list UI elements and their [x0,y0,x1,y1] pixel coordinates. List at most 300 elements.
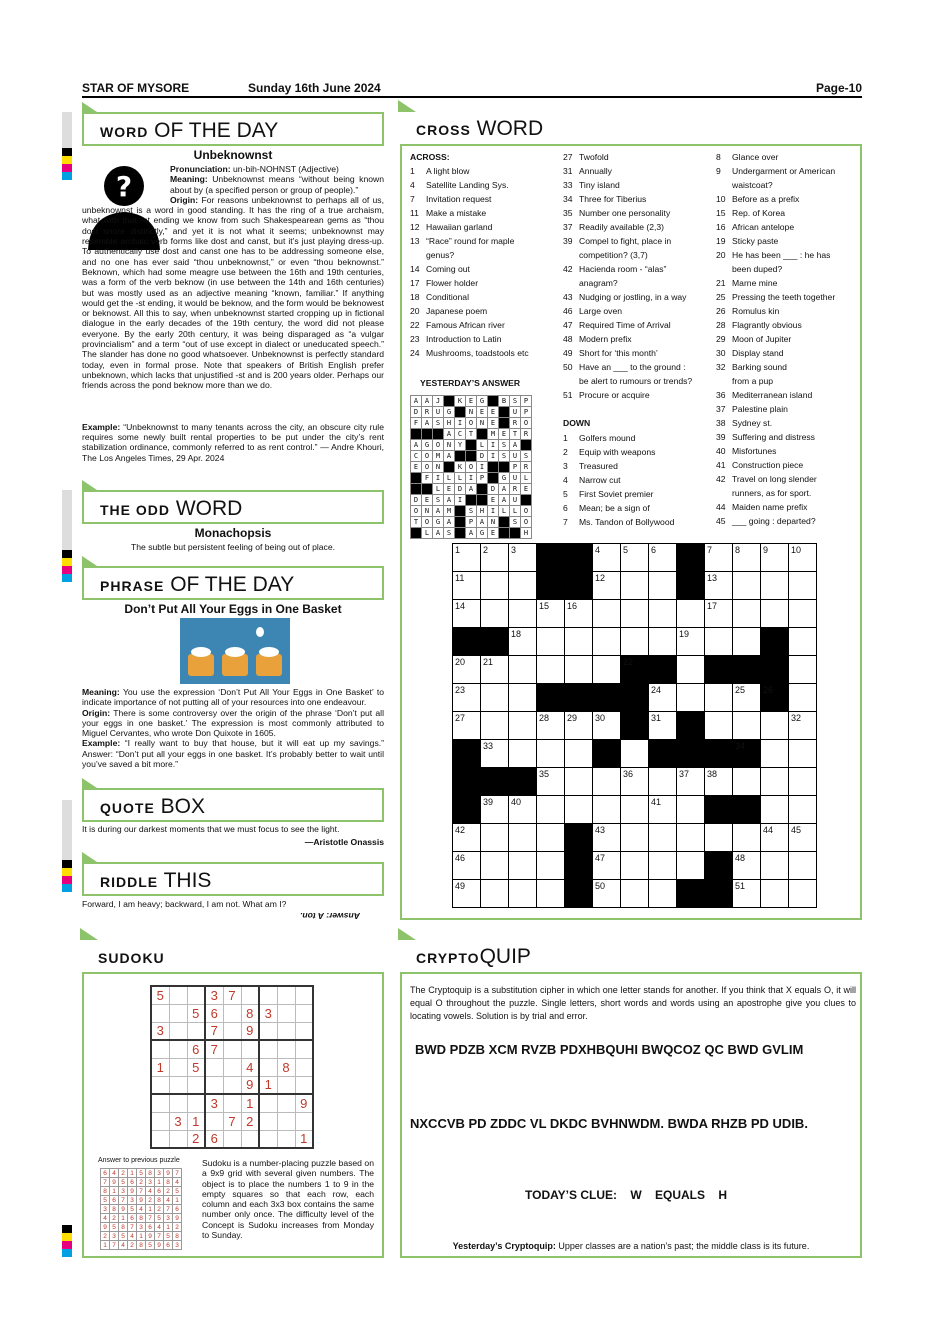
crossword-cell[interactable]: 35 [537,768,565,796]
crossword-cell[interactable] [733,572,761,600]
crossword-cell[interactable] [621,796,649,824]
answer-cell: T [466,429,477,440]
crossword-cell[interactable]: 38 [705,768,733,796]
sudoku-cell[interactable] [295,1004,313,1022]
sudoku-cell[interactable]: 6 [205,1130,223,1148]
crossword-cell[interactable] [509,684,537,712]
crossword-cell[interactable]: 45 [789,824,817,852]
answer-cell: S [510,517,521,528]
crossword-cell[interactable] [621,824,649,852]
crossword-cell[interactable]: 42 [453,824,481,852]
answer-cell: 6 [110,1196,119,1205]
crossword-cell[interactable] [789,880,817,908]
answer-cell: U [433,407,444,418]
crossword-cell[interactable] [565,684,593,712]
sudoku-cell[interactable]: 3 [151,1022,169,1040]
sudoku-cell[interactable] [169,1040,187,1058]
crossword-cell[interactable]: 43 [593,824,621,852]
issue-date: Sunday 16th June 2024 [248,81,381,95]
crossword-cell[interactable] [705,740,733,768]
sudoku-cell[interactable]: 1 [241,1094,259,1112]
crossword-cell[interactable] [593,628,621,656]
sudoku-cell[interactable]: 3 [205,986,223,1004]
crossword-cell[interactable]: 12 [593,572,621,600]
crossword-cell[interactable]: 5 [621,544,649,572]
crossword-cell[interactable] [481,824,509,852]
sudoku-cell[interactable]: 6 [187,1040,205,1058]
crossword-cell[interactable] [453,796,481,824]
sudoku-cell[interactable] [241,1040,259,1058]
answer-cell: 1 [164,1223,173,1232]
answer-cell: I [488,451,499,462]
crossword-cell[interactable]: 48 [733,852,761,880]
crossword-cell[interactable] [789,852,817,880]
sudoku-cell[interactable]: 7 [223,986,241,1004]
sudoku-cell[interactable] [277,1040,295,1058]
crossword-cell[interactable]: 6 [649,544,677,572]
crossword-cell[interactable] [649,572,677,600]
crossword-cell[interactable]: 31 [649,712,677,740]
crossword-cell[interactable]: 1 [453,544,481,572]
crossword-cell[interactable] [677,796,705,824]
crossword-cell[interactable]: 47 [593,852,621,880]
crossword-cell[interactable] [453,628,481,656]
crossword-cell[interactable]: 36 [621,768,649,796]
crossword-cell[interactable]: 16 [565,600,593,628]
crossword-cell[interactable] [761,656,789,684]
crossword-cell[interactable] [649,600,677,628]
crossword-cell[interactable] [733,768,761,796]
crossword-cell[interactable] [537,880,565,908]
clue: 13 “Race” round for maple [410,236,515,246]
answer-cell: 6 [101,1169,110,1178]
crossword-cell[interactable] [537,796,565,824]
sudoku-cell[interactable]: 5 [187,1004,205,1022]
sudoku-cell[interactable] [277,986,295,1004]
sudoku-cell[interactable] [169,1058,187,1076]
crossword-cell[interactable] [509,656,537,684]
sudoku-cell[interactable] [223,1076,241,1094]
crossword-cell[interactable] [705,712,733,740]
sudoku-cell[interactable] [295,1022,313,1040]
answer-cell [455,506,466,517]
crossword-cell[interactable] [509,768,537,796]
crossword-cell[interactable]: 24 [649,684,677,712]
crossword-cell[interactable]: 39 [481,796,509,824]
sudoku-cell[interactable] [277,1004,295,1022]
clue: 37 Palestine plain [716,404,788,414]
crossword-cell[interactable] [565,740,593,768]
sudoku-cell[interactable] [259,1130,277,1148]
crossword-cell[interactable] [733,712,761,740]
crossword-cell[interactable] [565,796,593,824]
crossword-cell[interactable] [565,880,593,908]
crossword-cell[interactable] [565,656,593,684]
sudoku-cell[interactable] [169,1076,187,1094]
sudoku-cell[interactable] [151,1112,169,1130]
answer-cell: S [521,451,532,462]
crossword-cell[interactable] [565,768,593,796]
crossword-cell[interactable] [621,628,649,656]
crossword-cell[interactable]: 51 [733,880,761,908]
sudoku-cell[interactable] [277,1094,295,1112]
answer-cell: S [433,418,444,429]
clue: 20 He has been ___ : he has [716,250,831,260]
sudoku-cell[interactable] [259,1022,277,1040]
sudoku-cell[interactable]: 1 [295,1130,313,1148]
crossword-cell[interactable]: 9 [761,544,789,572]
answer-cell: J [433,396,444,407]
crossword-cell[interactable] [509,600,537,628]
crossword-cell[interactable] [705,796,733,824]
crossword-cell[interactable] [537,544,565,572]
sudoku-cell[interactable]: 1 [151,1058,169,1076]
answer-cell: 1 [119,1214,128,1223]
crossword-cell[interactable]: 19 [677,628,705,656]
crossword-cell[interactable] [621,712,649,740]
sudoku-cell[interactable]: 1 [187,1112,205,1130]
crossword-cell[interactable]: 14 [453,600,481,628]
crossword-cell[interactable]: 50 [593,880,621,908]
answer-cell: S [510,396,521,407]
crossword-cell[interactable]: 46 [453,852,481,880]
clue: 28 Flagrantly obvious [716,320,802,330]
crossword-cell[interactable]: 2 [481,544,509,572]
crossword-cell[interactable] [733,628,761,656]
sudoku-cell[interactable]: 3 [205,1094,223,1112]
answer-cell: 6 [155,1187,164,1196]
sudoku-cell[interactable]: 3 [259,1004,277,1022]
crossword-cell[interactable] [649,656,677,684]
clues-col1 [410,164,529,360]
crossword-cell[interactable] [761,712,789,740]
clue: competition? (3,7) [579,250,648,260]
crossword-cell[interactable] [761,740,789,768]
clue: 32 Barking sound [716,362,787,372]
crossword-cell[interactable] [677,880,705,908]
crossword-cell[interactable]: 40 [509,796,537,824]
answer-cell: K [455,396,466,407]
sudoku-cell[interactable] [169,1094,187,1112]
sudoku-cell[interactable] [241,986,259,1004]
sudoku-cell[interactable] [277,1130,295,1148]
color-bar [62,490,72,582]
sudoku-cell[interactable] [295,1112,313,1130]
crossword-cell[interactable] [761,572,789,600]
crossword-cell[interactable] [565,544,593,572]
crossword-cell[interactable] [705,684,733,712]
crossword-cell[interactable]: 26 [761,684,789,712]
crossword-cell[interactable] [481,684,509,712]
sudoku-cell[interactable]: 7 [205,1022,223,1040]
sudoku-cell[interactable] [187,986,205,1004]
crossword-cell[interactable] [649,768,677,796]
answer-cell: 2 [155,1205,164,1214]
crossword-cell[interactable] [509,740,537,768]
word-title: Unbeknownst [193,148,273,162]
sudoku-cell[interactable]: 2 [241,1112,259,1130]
crossword-cell[interactable] [537,628,565,656]
crossword-cell[interactable]: 44 [761,824,789,852]
sudoku-cell[interactable] [205,1058,223,1076]
clue: 3 Treasured [563,461,618,471]
crossword-cell[interactable]: 30 [593,712,621,740]
sudoku-cell[interactable] [295,1076,313,1094]
crossword-cell[interactable] [509,572,537,600]
crossword-cell[interactable]: 37 [677,768,705,796]
crossword-cell[interactable] [733,600,761,628]
sudoku-cell[interactable]: 6 [205,1004,223,1022]
sudoku-cell[interactable]: 5 [187,1058,205,1076]
sudoku-cell[interactable] [259,1094,277,1112]
sudoku-cell[interactable]: 9 [241,1022,259,1040]
crossword-cell[interactable] [509,712,537,740]
clue: 1 Golfers mound [563,433,636,443]
sudoku-cell[interactable]: 7 [205,1040,223,1058]
crossword-cell[interactable]: 18 [509,628,537,656]
answer-cell [455,451,466,462]
crossword-cell[interactable] [481,628,509,656]
cryptoquip-yesterday: Yesterday’s Cryptoquip: Upper classes are a nation’s past; the middle class is its future. [452,1241,810,1251]
cryptoquip-intro: The Cryptoquip is a substitution cipher in which one letter stands for another. If you think that X equals O, it will equal O throughout the puzzle. Single letters, short words and words using an apostrophe give you clues to locating vowels. Solution is by trial and error. [410,985,856,1021]
crossword-cell[interactable] [621,684,649,712]
crossword-cell[interactable] [705,656,733,684]
crossword-cell[interactable] [565,824,593,852]
crossword-cell[interactable]: 11 [453,572,481,600]
crossword-cell[interactable] [537,572,565,600]
crossword-cell[interactable] [509,880,537,908]
crossword-cell[interactable] [453,768,481,796]
sudoku-cell[interactable] [151,1130,169,1148]
crossword-cell[interactable] [481,572,509,600]
crossword-cell[interactable]: 34 [733,740,761,768]
sudoku-cell[interactable] [223,1130,241,1148]
answer-cell: D [411,407,422,418]
crossword-cell[interactable] [537,852,565,880]
crossword-cell[interactable] [761,796,789,824]
clue: 50 Have an ___ to the ground : [563,362,686,372]
crossword-cell[interactable] [677,712,705,740]
crossword-cell[interactable] [733,656,761,684]
sudoku-cell[interactable] [205,1076,223,1094]
crossword-cell[interactable] [649,880,677,908]
answer-cell: 8 [137,1241,146,1250]
sudoku-cell[interactable] [295,1040,313,1058]
answer-cell: L [477,440,488,451]
crossword-cell[interactable] [761,600,789,628]
crossword-cell[interactable] [621,880,649,908]
crossword-cell[interactable] [761,852,789,880]
crossword-cell[interactable]: 33 [481,740,509,768]
crossword-cell[interactable] [761,628,789,656]
odd-word-title: Monachopsis [194,526,272,540]
crossword-cell[interactable] [509,852,537,880]
crossword-cell[interactable] [761,768,789,796]
sudoku-cell[interactable] [151,1004,169,1022]
sudoku-cell[interactable]: 5 [151,986,169,1004]
crossword-cell[interactable] [677,572,705,600]
cryptoquip-line2: NXCCVB PD ZDDC VL DKDC BVHNWDM. BWDA RHZB PD UDIB. [410,1116,808,1131]
crossword-cell[interactable] [621,852,649,880]
clue: 38 Sydney st. [716,418,773,428]
sudoku-cell[interactable] [151,1040,169,1058]
crossword-cell[interactable] [509,824,537,852]
crossword-cell[interactable] [453,740,481,768]
crossword-cell[interactable] [677,852,705,880]
crossword-cell[interactable] [789,656,817,684]
crossword-cell[interactable] [537,740,565,768]
sudoku-cell[interactable] [223,1058,241,1076]
answer-cell [488,396,499,407]
sudoku-cell[interactable] [223,1040,241,1058]
sudoku-cell[interactable] [223,1094,241,1112]
crossword-cell[interactable]: 29 [565,712,593,740]
crossword-cell[interactable] [677,600,705,628]
crossword-cell[interactable]: 27 [453,712,481,740]
crossword-cell[interactable]: 41 [649,796,677,824]
sudoku-cell[interactable] [169,986,187,1004]
crossword-cell[interactable] [649,824,677,852]
sudoku-cell[interactable]: 4 [241,1058,259,1076]
crossword-cell[interactable] [565,572,593,600]
crossword-cell[interactable] [649,852,677,880]
sudoku-cell[interactable] [205,1112,223,1130]
page-number: Page-10 [815,81,862,95]
crossword-cell[interactable] [705,824,733,852]
crossword-cell[interactable]: 4 [593,544,621,572]
crossword-cell[interactable] [481,712,509,740]
crossword-cell[interactable] [761,880,789,908]
crossword-cell[interactable] [565,852,593,880]
crossword-cell[interactable]: 7 [705,544,733,572]
crossword-cell[interactable] [733,796,761,824]
sudoku-cell[interactable] [151,1094,169,1112]
crossword-cell[interactable] [789,684,817,712]
crossword-cell[interactable] [705,628,733,656]
crossword-cell[interactable] [537,684,565,712]
crossword-cell[interactable] [677,656,705,684]
color-bar [62,1225,72,1257]
sudoku-cell[interactable]: 2 [187,1130,205,1148]
sudoku-cell[interactable] [259,1112,277,1130]
answer-cell: 5 [119,1178,128,1187]
sudoku-cell[interactable] [187,1094,205,1112]
crossword-cell[interactable] [565,628,593,656]
answer-cell: L [510,506,521,517]
sudoku-cell[interactable]: 8 [241,1004,259,1022]
sudoku-cell[interactable] [223,1004,241,1022]
crossword-cell[interactable] [705,852,733,880]
crossword-cell[interactable]: 21 [481,656,509,684]
crossword-cell[interactable]: 13 [705,572,733,600]
crossword-cell[interactable] [677,544,705,572]
crossword-cell[interactable] [789,768,817,796]
crossword-cell[interactable] [649,628,677,656]
crossword-cell[interactable] [621,740,649,768]
crossword-cell[interactable]: 23 [453,684,481,712]
crossword-cell[interactable]: 28 [537,712,565,740]
sudoku-cell[interactable] [277,1112,295,1130]
sudoku-cell[interactable] [277,1022,295,1040]
sudoku-cell[interactable] [169,1130,187,1148]
crossword-cell[interactable]: 8 [733,544,761,572]
sudoku-cell[interactable]: 3 [169,1112,187,1130]
sudoku-cell[interactable] [169,1022,187,1040]
crossword-cell[interactable] [593,768,621,796]
sudoku-cell[interactable] [223,1022,241,1040]
sudoku-cell[interactable] [277,1076,295,1094]
answer-cell: P [521,396,532,407]
sudoku-cell[interactable] [259,986,277,1004]
sudoku-cell[interactable]: 1 [259,1076,277,1094]
crossword-cell[interactable]: 10 [789,544,817,572]
sudoku-cell[interactable] [241,1130,259,1148]
sudoku-cell[interactable]: 7 [223,1112,241,1130]
crossword-cell[interactable]: 15 [537,600,565,628]
crossword-cell[interactable] [677,824,705,852]
crossword-cell[interactable] [789,740,817,768]
crossword-cell[interactable]: 22 [621,656,649,684]
crossword-cell[interactable] [705,880,733,908]
sudoku-cell[interactable] [169,1004,187,1022]
crossword-cell[interactable] [481,768,509,796]
sudoku-cell[interactable]: 9 [295,1094,313,1112]
sudoku-cell[interactable] [295,986,313,1004]
crossword-cell[interactable] [481,852,509,880]
crossword-cell[interactable] [789,600,817,628]
crossword-cell[interactable] [789,796,817,824]
crossword-cell[interactable] [481,880,509,908]
crossword-cell[interactable] [593,796,621,824]
crossword-cell[interactable] [621,572,649,600]
crossword-cell[interactable] [593,684,621,712]
crossword-cell[interactable] [733,824,761,852]
crossword-cell[interactable] [621,600,649,628]
clue: 17 Flower holder [410,278,479,288]
crossword-cell[interactable] [537,824,565,852]
crossword-cell[interactable] [649,740,677,768]
crossword-cell[interactable] [481,600,509,628]
answer-cell: G [499,473,510,484]
clue: runners, as for sport. [732,488,812,498]
crossword-cell[interactable] [789,572,817,600]
sudoku-cell[interactable] [187,1022,205,1040]
crossword-cell[interactable] [789,628,817,656]
crossword-cell[interactable]: 25 [733,684,761,712]
crossword-cell[interactable]: 20 [453,656,481,684]
crossword-cell[interactable]: 32 [789,712,817,740]
crossword-cell[interactable] [537,656,565,684]
answer-cell: 2 [101,1232,110,1241]
clue: 30 Display stand [716,348,784,358]
sudoku-cell[interactable] [259,1040,277,1058]
sudoku-cell[interactable] [259,1058,277,1076]
crossword-cell[interactable] [593,656,621,684]
sudoku-cell[interactable] [295,1058,313,1076]
sudoku-cell[interactable] [187,1076,205,1094]
answer-cell [411,528,422,539]
crossword-cell[interactable]: 3 [509,544,537,572]
crossword-cell[interactable] [593,600,621,628]
crossword-cell[interactable]: 17 [705,600,733,628]
sudoku-cell[interactable]: 8 [277,1058,295,1076]
crossword-cell[interactable] [677,684,705,712]
sudoku-cell[interactable]: 9 [241,1076,259,1094]
sudoku-cell[interactable] [151,1076,169,1094]
crossword-cell[interactable] [593,740,621,768]
crossword-cell[interactable]: 49 [453,880,481,908]
crossword-cell[interactable] [677,740,705,768]
